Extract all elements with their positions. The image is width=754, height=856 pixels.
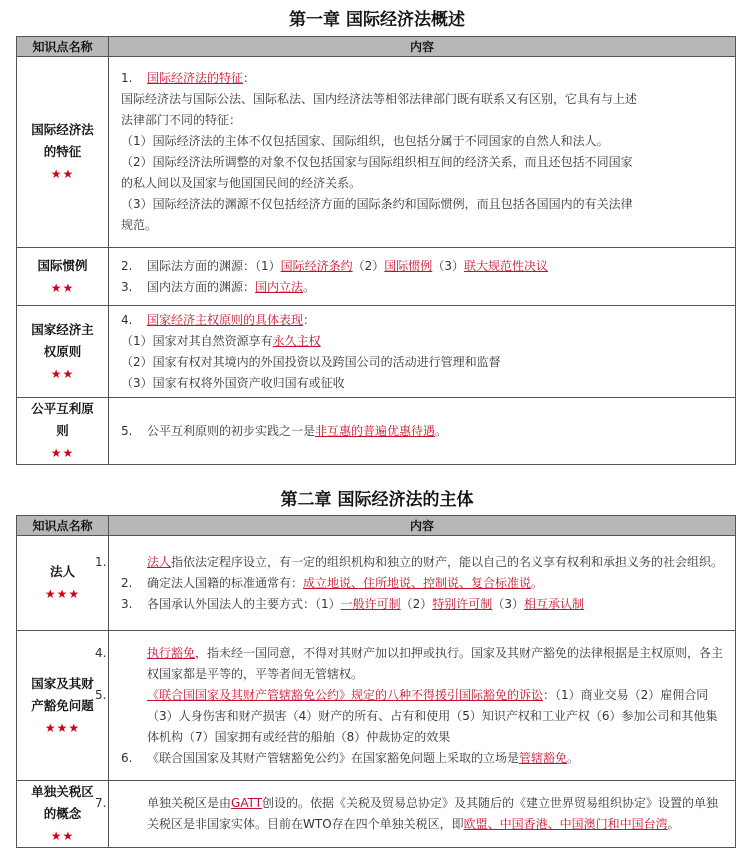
name-line: 公平互利原 xyxy=(31,401,94,416)
name-line: 权原则 xyxy=(43,343,82,359)
table-row xyxy=(17,57,736,248)
chapter-1-table xyxy=(16,36,736,465)
content-line xyxy=(121,594,725,615)
table-row xyxy=(17,536,736,631)
key-term: 一般许可制 xyxy=(340,596,401,611)
importance-stars: ★★ xyxy=(50,829,75,843)
content-line xyxy=(121,131,725,152)
content-text: （2） xyxy=(400,596,433,611)
key-term: 永久主权 xyxy=(272,333,321,348)
item-number: 5. xyxy=(121,423,133,438)
content-text: ，指未经一国同意，不得对其财产加以扣押或执行。国家及其财产豁免的法律根据是主权原则，各主权国家都是平等的，平等者间无管辖权。 xyxy=(147,645,724,681)
item-number: 2. xyxy=(121,258,133,273)
chapter-1-title: 第一章 国际经济法概述 xyxy=(289,10,465,30)
content-text: ： xyxy=(243,71,256,85)
table-row xyxy=(17,248,736,306)
content-text: （2）国家有权对其境内的外国投资以及跨国公司的活动进行管理和监督 xyxy=(121,354,501,369)
knowledge-point-name xyxy=(17,781,109,848)
item-number: 7. xyxy=(95,796,107,810)
knowledge-point-name xyxy=(17,306,109,398)
content-line xyxy=(121,256,725,277)
key-term: 成立地说、住所地说、控制说、复合标准说 xyxy=(303,575,532,590)
content-text: 公平互利原则的初步实践之一是 xyxy=(147,423,316,438)
content-line xyxy=(121,89,725,110)
content-text: 法律部门不同的特征： xyxy=(121,113,242,127)
item-number: 5. xyxy=(95,687,107,702)
knowledge-point-name xyxy=(17,398,109,465)
content-text: （2） xyxy=(352,258,385,273)
item-number: 1. xyxy=(95,554,107,569)
key-term: 国内立法 xyxy=(255,279,304,294)
key-term: 特别许可制 xyxy=(432,596,493,611)
content-line xyxy=(121,352,725,373)
content-text: 国际经济法与国际公法、国际私法、国内经济法等相邻法律部门既有联系又有区别，它具有与上述 xyxy=(121,92,638,106)
content-line xyxy=(121,173,725,194)
content-text: 单独关税区是由 xyxy=(147,796,232,810)
table-row xyxy=(17,398,736,465)
key-term: 国际经济条约 xyxy=(280,258,353,273)
knowledge-point-content xyxy=(109,57,736,248)
name-line: 国家经济主 xyxy=(31,321,94,337)
key-term: 国际经济法的特征 xyxy=(147,71,244,85)
content-text: （1）国际经济法的主体不仅包括国家、国际组织，也包括分属于不同国家的自然人和法人。 xyxy=(121,134,609,148)
content-text: （1）国家对其自然资源享有 xyxy=(121,333,273,348)
name-line: 则 xyxy=(56,423,69,438)
key-term: 非互惠的普遍优惠待遇 xyxy=(315,423,436,438)
knowledge-point-content xyxy=(109,248,736,306)
item-number: 6. xyxy=(121,750,133,765)
knowledge-point-name xyxy=(17,536,109,631)
content-line xyxy=(121,152,725,173)
content-text: 。 xyxy=(667,817,680,831)
name-line: 的概念 xyxy=(43,806,82,821)
content-line xyxy=(121,194,725,215)
key-term: GATT xyxy=(231,796,263,810)
chapter-2-title: 第二章 国际经济法的主体 xyxy=(280,490,474,510)
content-line xyxy=(121,421,725,442)
content-text: 各国承认外国法人的主要方式：（1） xyxy=(147,596,341,611)
content-text: （3）国家有权将外国资产收归国有或征收 xyxy=(121,375,345,390)
content-line xyxy=(121,110,725,131)
name-line: 产豁免问题 xyxy=(31,697,94,713)
key-term: 《联合国国家及其财产管辖豁免公约》规定的八种不得援引国际豁免的诉讼 xyxy=(147,687,544,702)
key-term: 法人 xyxy=(147,554,172,569)
key-term: 相互承认制 xyxy=(523,596,584,611)
content-text: 创设的。依据《关税及贸易总协定》及其随后的《建立世界贸易组织协定》设置的单独关税区是非国家实体。目前在WTO存在四个单独关税区，即 xyxy=(147,796,719,831)
table-header-row xyxy=(17,516,736,536)
item-number: 1. xyxy=(121,71,133,85)
content-text: ： xyxy=(303,312,316,327)
importance-stars: ★★★ xyxy=(44,587,81,601)
content-text: 确定法人国籍的标准通常有： xyxy=(147,575,304,590)
content-text: 《联合国国家及其财产管辖豁免公约》在国家豁免问题上采取的立场是 xyxy=(147,750,520,765)
key-term: 欧盟、中国香港、中国澳门和中国台湾 xyxy=(463,817,668,831)
importance-stars: ★★ xyxy=(50,280,75,295)
table-row xyxy=(17,306,736,398)
name-line: 国际惯例 xyxy=(37,257,88,273)
content-line xyxy=(121,277,725,298)
importance-stars: ★★ xyxy=(50,167,75,181)
chapter-2-table xyxy=(16,515,736,848)
header-content-cell: 内容 xyxy=(109,37,736,57)
key-term: 管辖豁免 xyxy=(519,750,568,765)
key-term: 执行豁免 xyxy=(147,645,196,660)
name-line: 国际经济法 xyxy=(31,122,94,137)
content-text: 规范。 xyxy=(121,218,158,232)
content-text: （3） xyxy=(492,596,524,611)
name-line: 法人 xyxy=(49,564,75,579)
name-line: 单独关税区 xyxy=(31,784,94,799)
importance-stars: ★★ xyxy=(50,366,75,381)
content-line xyxy=(95,685,725,748)
key-term: 国家经济主权原则的具体表现 xyxy=(147,312,304,327)
knowledge-point-content xyxy=(109,306,736,398)
name-line: 国家及其财 xyxy=(31,675,94,691)
content-line xyxy=(121,573,725,594)
content-text: 国内法方面的渊源： xyxy=(147,279,256,294)
name-line: 的特征 xyxy=(43,144,82,159)
content-text: 。 xyxy=(567,750,580,765)
content-line xyxy=(95,643,725,685)
content-line xyxy=(95,793,725,835)
content-text: 。 xyxy=(303,279,316,294)
content-line xyxy=(121,68,725,89)
knowledge-point-name xyxy=(17,57,109,248)
content-text: 。 xyxy=(531,575,544,590)
item-number: 4. xyxy=(95,645,107,660)
knowledge-point-content xyxy=(109,398,736,465)
table-row xyxy=(17,781,736,848)
content-line xyxy=(121,331,725,352)
header-name-cell: 知识点名称 xyxy=(17,516,109,536)
content-text: ：（1）商业交易（2）雇佣合同（3）人身伤害和财产损害（4）财产的所有、占有和使用（5）知识产权和工业产权（6）参加公司和其他集体机构（7）国家拥有或经营的船舶（8）仲裁协定的效果 xyxy=(147,687,718,744)
content-line xyxy=(121,748,725,769)
knowledge-point-content xyxy=(95,631,736,781)
item-number: 4. xyxy=(121,312,133,327)
item-number: 2. xyxy=(121,575,133,590)
content-text: 的私人间以及国家与他国国民间的经济关系。 xyxy=(121,176,362,190)
knowledge-point-content xyxy=(95,781,736,848)
header-name-cell: 知识点名称 xyxy=(17,37,109,57)
importance-stars: ★★ xyxy=(50,446,75,460)
header-content-cell: 内容 xyxy=(109,516,736,536)
content-line xyxy=(121,310,725,331)
content-text: （2）国际经济法所调整的对象不仅包括国家与国际组织相互间的经济关系，而且还包括不同国家 xyxy=(121,155,633,169)
content-text: 国际法方面的渊源：（1） xyxy=(147,258,281,273)
knowledge-point-content xyxy=(95,536,736,631)
content-text: （3） xyxy=(432,258,464,273)
knowledge-point-name xyxy=(17,248,109,306)
importance-stars: ★★★ xyxy=(44,720,81,735)
content-text: 指依法定程序设立，有一定的组织机构和独立的财产，能以自己的名义享有权利和承担义务的社会组织。 xyxy=(171,554,724,569)
content-text: 。 xyxy=(435,423,448,438)
key-term: 国际惯例 xyxy=(384,258,433,273)
table-row xyxy=(17,631,736,781)
item-number: 3. xyxy=(121,279,133,294)
item-number: 3. xyxy=(121,596,133,611)
content-text: （3）国际经济法的渊源不仅包括经济方面的国际条约和国际惯例，而且包括各国国内的有关法律 xyxy=(121,197,633,211)
content-line xyxy=(95,552,725,573)
table-header-row xyxy=(17,37,736,57)
content-line xyxy=(121,215,725,236)
content-line xyxy=(121,373,725,394)
key-term: 联大规范性决议 xyxy=(463,258,548,273)
